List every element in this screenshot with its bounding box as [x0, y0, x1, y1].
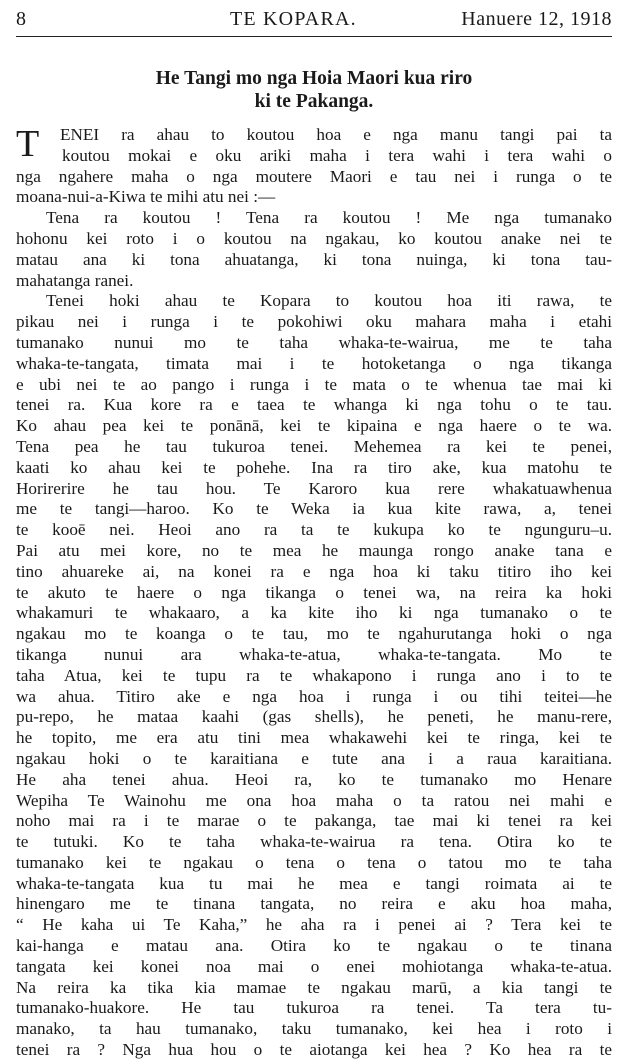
text-line: ENEI ra ahau to koutou hoa e nga manu tangi pai ta: [60, 125, 612, 144]
text-line: tenei ra. Kua kore ra e taea te whanga ki nga tohu o te tau.: [16, 395, 612, 415]
header-rule: [16, 36, 612, 37]
text-line: tenei ra ? Nga hua hou o te aiotanga kei hea ? Ko hea ra te: [16, 1040, 612, 1060]
text-line: tumanako kei te ngakau o tena o tena o tatou mo te taha: [16, 852, 612, 872]
text-line: tumanako-huakore. He tau tukuroa ra tenei. Ta tera tu-: [16, 998, 612, 1018]
text-line: manako, ta hau tumanako, taku tumanako, kei hea i roto i: [16, 1019, 612, 1039]
text-line: pu-repo, he mataa kaahi (gas shells), he peneti, he manu-rere,: [16, 707, 612, 727]
publication-title: TE KOPARA.: [230, 8, 357, 30]
paragraph: [16, 291, 612, 1060]
text-line: Wepiha Te Wainohu me ona hoa maha o ta ratou nei mahi e: [16, 790, 612, 810]
text-line: te kooē nei. Heoi ano ra ta te kukupa ko te ngunguru–u.: [16, 520, 612, 540]
text-line: tangata kei konei noa mai o enei mohiotanga whaka-te-atua.: [16, 956, 612, 976]
text-line: pikau nei i runga i te pokohiwi oku mahara maha i etahi: [16, 312, 612, 332]
opening-paragraph: [16, 125, 612, 208]
text-line: koutou mokai e oku ariki maha i tera wahi i tera wahi o: [62, 145, 612, 165]
text-line: mahatanga ranei.: [16, 270, 134, 290]
paragraphs: [16, 208, 612, 1061]
text-line: “ He kaha ui Te Kaha,” he aha ra i penei ai ? Tera kei te: [16, 915, 612, 935]
text-line: Horirerire he tau hou. Te Karoro kua rere whakatuawhenua: [16, 478, 612, 498]
text-line: hohonu kei roto i o koutou na ngakau, ko koutou anake nei te: [16, 228, 612, 248]
text-line: kaati ko ahau kei te pohehe. Ina ra tiro ake, kua matohu te: [16, 457, 612, 477]
text-line: moana-nui-a-Kiwa te mihi atu nei :—: [16, 187, 276, 207]
text-line: tino ahuareke ai, na konei ra e nga hoa ki taku titiro iho kei: [16, 561, 612, 581]
text-line: wa ahua. Titiro ake e nga hoa i runga i ou tihi teitei—he: [16, 686, 612, 706]
text-line: e ubi nei te ao pango i runga i te mata o te whenua tae mai ki: [16, 374, 612, 394]
text-line: me te tangi—haroo. Ko te Weka ia kua kite rawa, a, tenei: [16, 499, 612, 519]
text-line: taha Atua, kei te tupu ra te whakapono i runga ano i to te: [16, 665, 612, 685]
drop-cap: T: [16, 123, 40, 165]
text-line: te akuto te haere o nga tikanga o tenei wa, na reira ka hoki: [16, 582, 612, 602]
page-number: 8: [16, 8, 27, 30]
text-line: kai-hanga e matau ana. Otira ko te ngakau o te tinana: [16, 936, 612, 956]
text-line: Tena pea he tau tukuroa tenei. Mehemea ra kei te penei,: [16, 436, 612, 456]
text-line: Na reira ka tika kia mamae te ngakau marū, a kia tangi te: [16, 977, 612, 997]
text-line: nga ngahere maha o nga moutere Maori e tau nei i runga o te: [16, 166, 612, 186]
text-line: whaka-te-tangata kua tu mai he mea e tangi roimata ai te: [16, 873, 612, 893]
text-line: te tutuki. Ko te taha whaka-te-wairua ra tena. Otira ko te: [16, 832, 612, 852]
running-head: [16, 6, 612, 32]
text-line: He aha tenei ahua. Heoi ra, ko te tumanako mo Henare: [16, 769, 612, 789]
text-line: Tena ra koutou ! Tena ra koutou ! Me nga tumanako: [46, 208, 612, 228]
text-line: matau ana ki tona ahuatanga, ki tona nuinga, ki tona tau-: [16, 249, 612, 269]
headline-line-1: He Tangi mo nga Hoia Maori kua riro: [155, 68, 473, 89]
text-line: ngakau hoki o te karaitiana e tute ana i a raua karaitiana.: [16, 748, 612, 768]
text-line: whakamuri te whakaaro, a ka kite iho ki nga tumanako o te: [16, 603, 612, 623]
text-line: Ko ahau pea kei te ponānā, kei te kipaina e nga haere o te wa.: [16, 416, 612, 436]
text-line: he topito, me era atu tini mea whakawehi kei te ringa, kei te: [16, 728, 612, 748]
text-line: noho mai ra i te marae o te pakanga, tae mai ki tenei ra kei: [16, 811, 612, 831]
text-line: whaka-te-tangata, timata mai i te hotoketanga o nga tikanga: [16, 353, 612, 373]
newspaper-page: [16, 6, 612, 1061]
article-headline: [16, 67, 612, 113]
text-line: tikanga nunui ara whaka-te-atua, whaka-te-tangata. Mo te: [16, 644, 612, 664]
text-line: Pai atu mei kore, no te mea he maunga rongo anake tana e: [16, 540, 612, 560]
text-line: ngakau mo te koanga o te tau, mo te ngahurutanga hoki o nga: [16, 624, 612, 644]
text-line: hinengaro me te tinana tangata, no reira e aku hoa maha,: [16, 894, 612, 914]
headline-line-2: ki te Pakanga.: [254, 91, 374, 112]
issue-date: Hanuere 12, 1918: [461, 8, 612, 30]
text-line: tumanako nunui mo te taha whaka-te-wairua, me te taha: [16, 332, 612, 352]
article-body: [16, 125, 612, 1061]
paragraph: [16, 208, 612, 291]
text-line: Tenei hoki ahau te Kopara to koutou hoa iti rawa, te: [46, 291, 612, 311]
